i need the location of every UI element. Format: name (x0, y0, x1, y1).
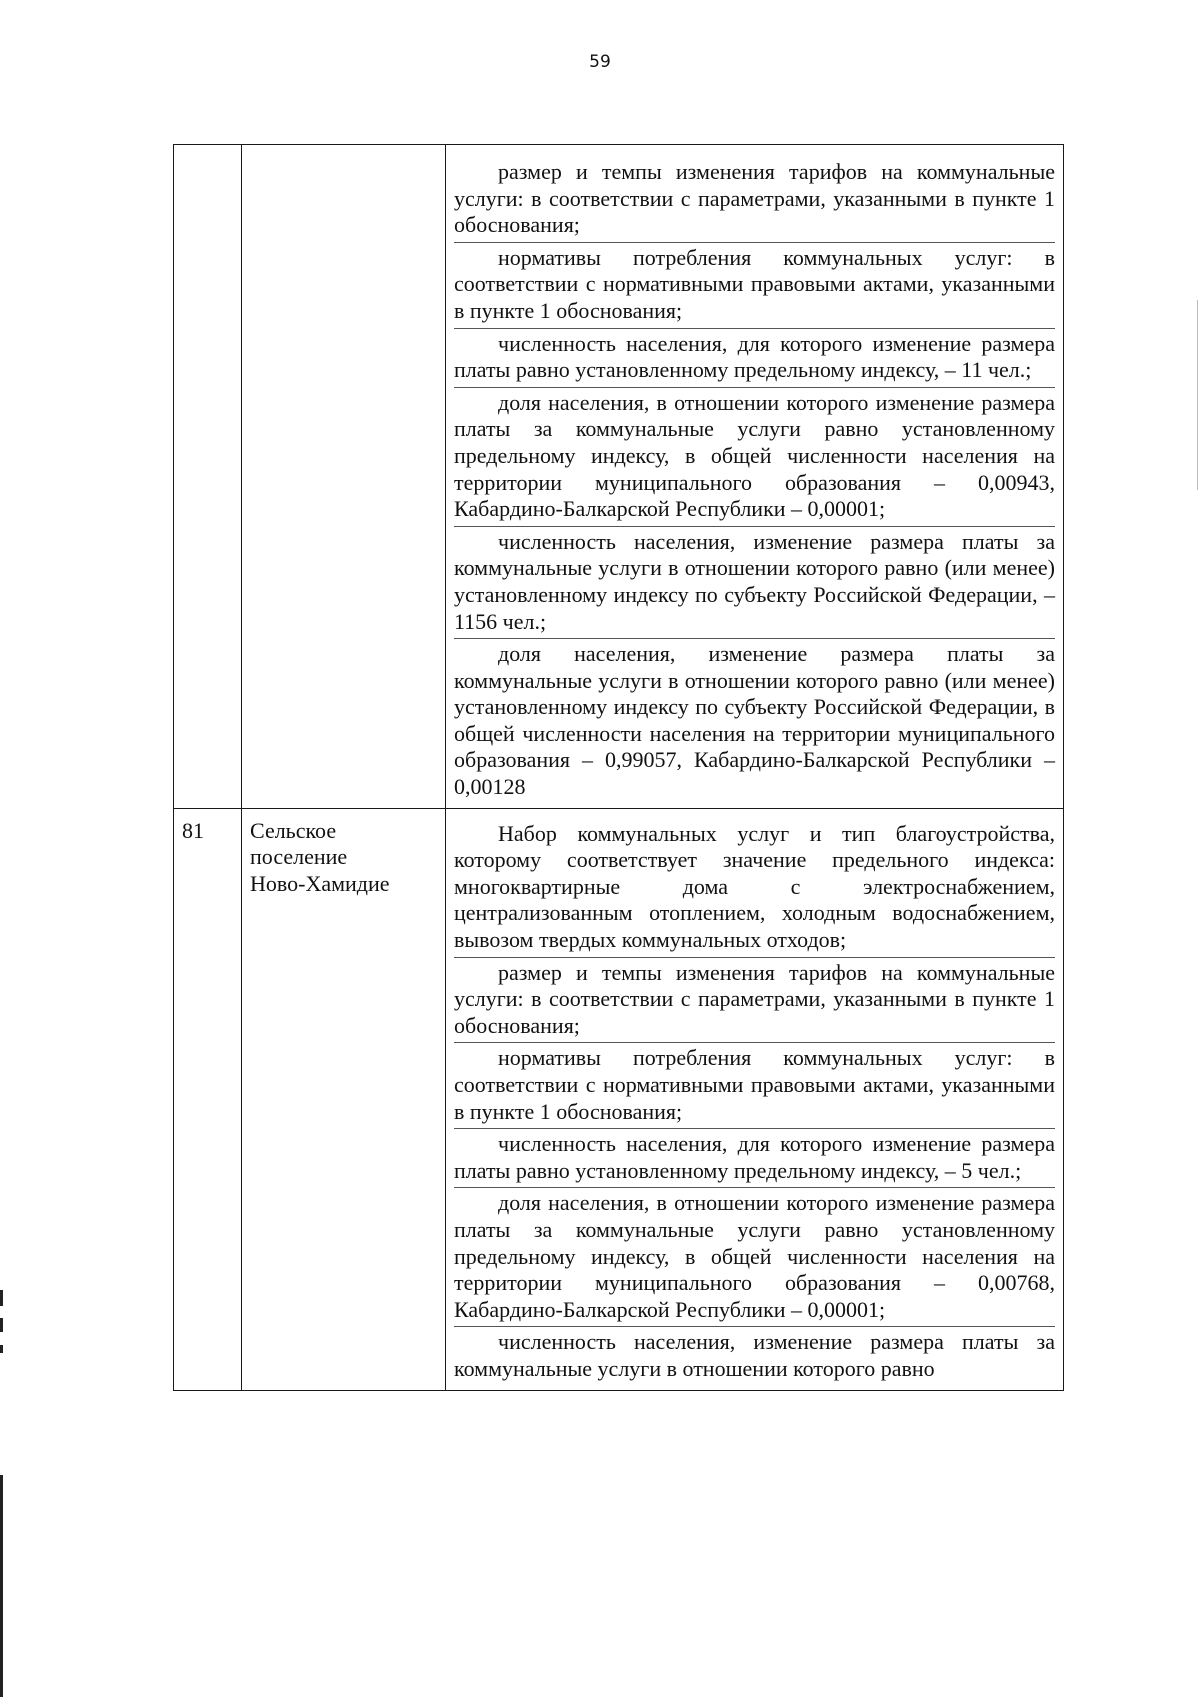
description-paragraph: численность населения, изменение размера платы за коммунальные услуги в отношении которого равно (454, 1329, 1055, 1381)
scan-edge-mark (0, 1290, 3, 1306)
row-number-cell (174, 145, 242, 809)
municipality-name-line: поселение (250, 844, 348, 870)
description-paragraph: размер и темпы изменения тарифов на коммунальные услуги: в соответствии с параметрами, указанными в пункте 1 обоснования; (454, 958, 1055, 1044)
description-paragraph: доля населения, в отношении которого изменение размера платы за коммунальные услуги равно установленному предельному индексу, в общей численности населения на территории муниципального образования – 0,00943, Кабардино-Балкарской Республики – 0,00001; (454, 388, 1055, 527)
page-number: 59 (589, 52, 611, 72)
municipality-name-cell (242, 808, 446, 1390)
municipality-name-line: Сельское (250, 817, 337, 843)
description-paragraph: доля населения, изменение размера платы за коммунальные услуги в отношении которого равно (или менее) установленному индексу по субъекту Российской Федерации, в общей численности населения на территории муниципального образования – 0,99057, Кабардино-Балкарской Республики – 0,00128 (454, 641, 1055, 800)
description-paragraph: численность населения, для которого изменение размера платы равно установленному предельному индексу, – 5 чел.; (454, 1129, 1055, 1188)
description-paragraph: нормативы потребления коммунальных услуг: в соответствии с нормативными правовыми актами, указанными в пункте 1 обоснования; (454, 243, 1055, 329)
municipality-name-cell (242, 145, 446, 809)
description-cell (446, 808, 1064, 1390)
description-paragraph: нормативы потребления коммунальных услуг: в соответствии с нормативными правовыми актами, указанными в пункте 1 обоснования; (454, 1043, 1055, 1129)
description-paragraph: доля населения, в отношении которого изменение размера платы за коммунальные услуги равно установленному предельному индексу, в общей численности населения на территории муниципального образования – 0,00768, Кабардино-Балкарской Республики – 0,00001; (454, 1188, 1055, 1327)
description-cell (446, 145, 1064, 809)
scan-edge-mark (0, 1345, 3, 1353)
description-paragraph: численность населения, для которого изменение размера платы равно установленному предельному индексу, – 11 чел.; (454, 329, 1055, 388)
table-row (174, 145, 1064, 809)
table-row (174, 808, 1064, 1390)
description-paragraph: размер и темпы изменения тарифов на коммунальные услуги: в соответствии с параметрами, указанными в пункте 1 обоснования; (454, 157, 1055, 243)
scan-edge-mark (0, 1318, 3, 1332)
tariff-table (173, 144, 1064, 1391)
description-paragraph: численность населения, изменение размера платы за коммунальные услуги в отношении которого равно (или менее) установленному индексу по субъекту Российской Федерации, – 1156 чел.; (454, 527, 1055, 639)
row-number-cell: 81 (174, 808, 242, 1390)
description-paragraph: Набор коммунальных услуг и тип благоустройства, которому соответствует значение предельного индекса: многоквартирные дома с электроснабжением, централизованным отоплением, холодным водоснабжением, вывозом твердых коммунальных отходов; (454, 819, 1055, 958)
scan-edge-mark (1197, 300, 1198, 490)
scan-edge-mark (0, 1475, 3, 1697)
municipality-name-line: Ново-Хамидие (250, 870, 390, 896)
